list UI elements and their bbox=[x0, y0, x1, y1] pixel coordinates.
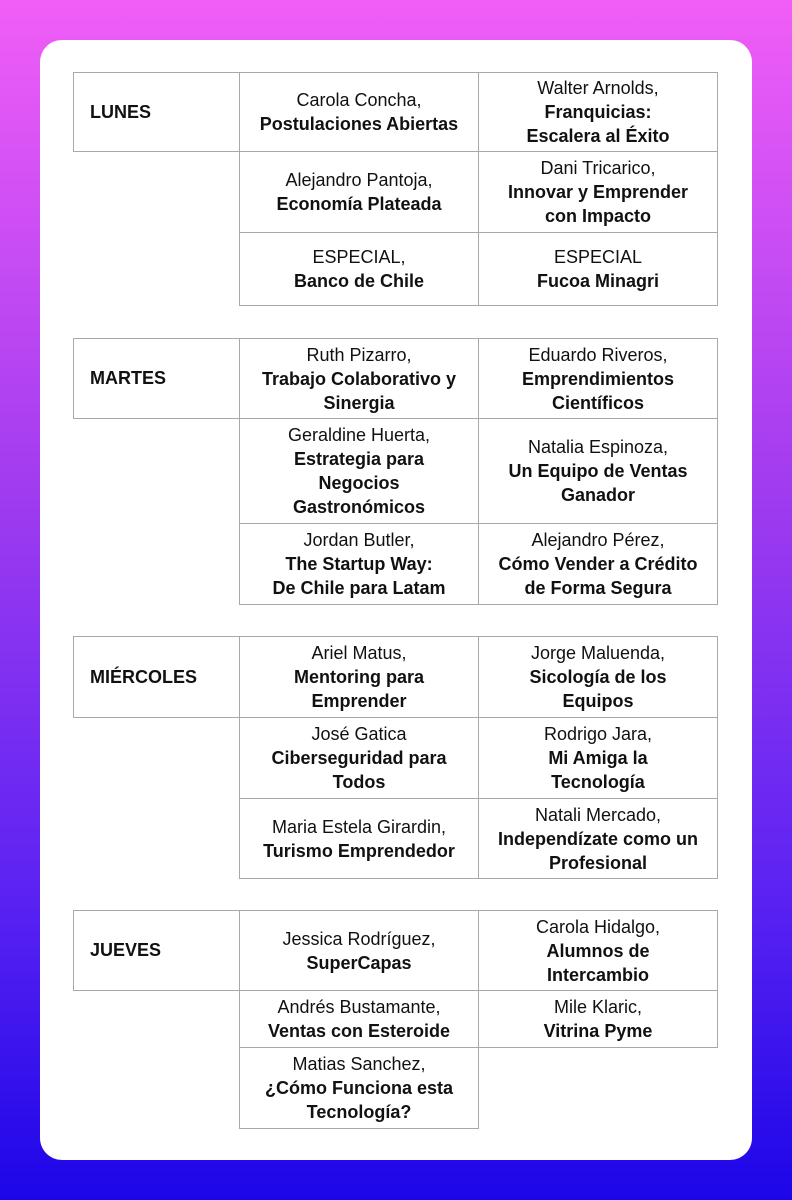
session-cell bbox=[478, 232, 718, 306]
session-title: ¿Cómo Funciona esta Tecnología? bbox=[264, 1078, 453, 1122]
session-title: Turismo Emprendedor bbox=[263, 840, 455, 861]
schedule-card bbox=[40, 40, 752, 1160]
speaker-name: Eduardo Riveros, bbox=[528, 344, 668, 365]
session-cell bbox=[239, 798, 479, 879]
speaker-name: Carola Hidalgo, bbox=[535, 916, 661, 937]
session-title: Un Equipo de Ventas Ganador bbox=[508, 461, 688, 505]
speaker-name: Alejandro Pantoja, bbox=[285, 170, 433, 190]
session-cell bbox=[478, 418, 718, 524]
session-cell bbox=[239, 72, 479, 152]
session-cell bbox=[478, 338, 718, 419]
speaker-name: Matias Sanchez, bbox=[292, 1054, 426, 1074]
session-title: Alumnos de Intercambio bbox=[546, 940, 650, 985]
day-label-lunes: LUNES bbox=[73, 72, 240, 152]
session-title: Banco de Chile bbox=[293, 271, 425, 291]
session-title: Ventas con Esteroide bbox=[267, 1021, 451, 1041]
day-label-jueves: JUEVES bbox=[73, 910, 240, 991]
session-title: SuperCapas bbox=[306, 952, 412, 973]
session-cell bbox=[478, 910, 718, 991]
session-cell bbox=[478, 990, 718, 1048]
speaker-name: ESPECIAL, bbox=[312, 247, 406, 267]
session-title: Mi Amiga la Tecnología bbox=[548, 748, 648, 792]
speaker-name: Alejandro Pérez, bbox=[531, 530, 665, 550]
session-title: Estrategia para Negocios Gastronómicos bbox=[292, 449, 426, 517]
speaker-name: Maria Estela Girardin, bbox=[271, 816, 447, 837]
session-cell bbox=[478, 636, 718, 718]
session-cell bbox=[239, 232, 479, 306]
session-cell bbox=[239, 523, 479, 605]
session-cell bbox=[478, 717, 718, 799]
session-title: Emprendimientos Científicos bbox=[521, 368, 675, 413]
speaker-name: Geraldine Huerta, bbox=[287, 425, 431, 445]
speaker-name: Andrés Bustamante, bbox=[277, 997, 441, 1017]
speaker-name: Ariel Matus, bbox=[311, 643, 407, 663]
session-cell bbox=[478, 523, 718, 605]
session-title: Franquicias: Escalera al Éxito bbox=[526, 102, 670, 146]
session-cell bbox=[239, 636, 479, 718]
speaker-name: Carola Concha, bbox=[296, 90, 422, 110]
session-title: Mentoring para Emprender bbox=[293, 667, 424, 711]
session-title: Trabajo Colaborativo y Sinergia bbox=[261, 368, 457, 413]
session-cell bbox=[239, 338, 479, 419]
speaker-name: Ruth Pizarro, bbox=[306, 344, 412, 365]
day-label-miercoles: MIÉRCOLES bbox=[73, 636, 240, 718]
session-cell bbox=[239, 990, 479, 1048]
session-cell bbox=[239, 418, 479, 524]
session-title: Innovar y Emprender con Impacto bbox=[507, 182, 689, 226]
session-title: Sicología de los Equipos bbox=[529, 667, 667, 711]
speaker-name: Dani Tricarico, bbox=[540, 158, 656, 178]
session-title: Economía Plateada bbox=[276, 194, 442, 214]
speaker-name: José Gatica bbox=[311, 724, 407, 744]
session-title: Cómo Vender a Crédito de Forma Segura bbox=[498, 554, 698, 598]
session-cell bbox=[478, 72, 718, 152]
session-title: Vitrina Pyme bbox=[543, 1021, 653, 1041]
session-title: Independízate como un Profesional bbox=[497, 828, 698, 873]
session-title: The Startup Way: De Chile para Latam bbox=[272, 554, 446, 598]
speaker-name: Mile Klaric, bbox=[553, 997, 642, 1017]
session-title: Fucoa Minagri bbox=[536, 271, 659, 291]
session-cell bbox=[239, 910, 479, 991]
speaker-name: Natali Mercado, bbox=[534, 804, 662, 825]
speaker-name: Jordan Butler, bbox=[303, 530, 415, 550]
session-title: Postulaciones Abiertas bbox=[259, 114, 459, 134]
session-title: Ciberseguridad para Todos bbox=[271, 748, 447, 792]
session-cell bbox=[239, 151, 479, 233]
session-cell bbox=[478, 151, 718, 233]
speaker-name: Jessica Rodríguez, bbox=[282, 928, 436, 949]
session-cell bbox=[478, 798, 718, 879]
speaker-name: ESPECIAL bbox=[553, 247, 643, 267]
session-cell bbox=[239, 717, 479, 799]
session-cell bbox=[239, 1047, 479, 1129]
speaker-name: Natalia Espinoza, bbox=[527, 437, 669, 457]
speaker-name: Rodrigo Jara, bbox=[543, 724, 653, 744]
day-label-martes: MARTES bbox=[73, 338, 240, 419]
speaker-name: Walter Arnolds, bbox=[537, 78, 659, 98]
speaker-name: Jorge Maluenda, bbox=[530, 643, 666, 663]
